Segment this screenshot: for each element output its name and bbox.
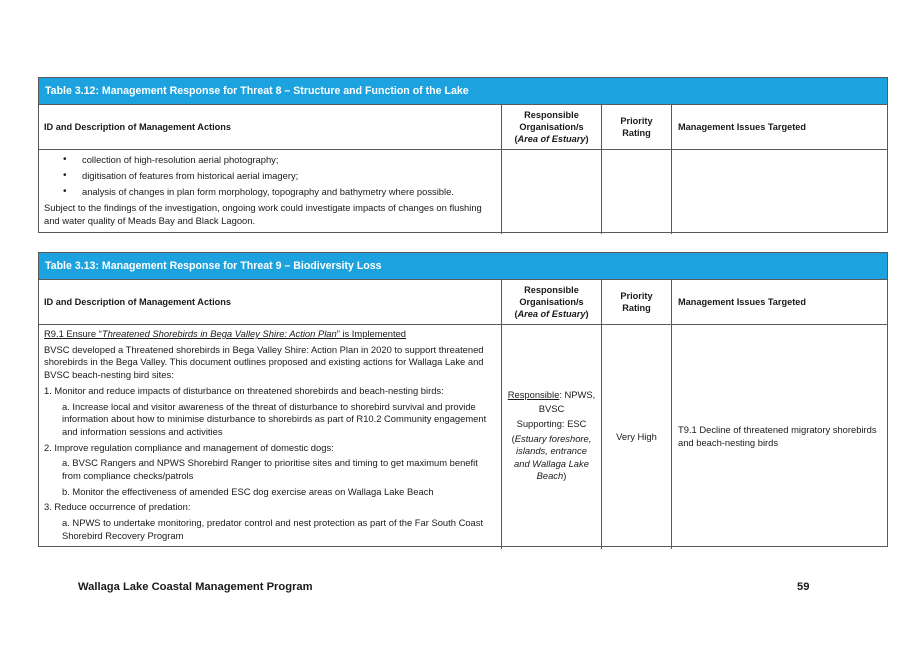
table-header-row: [39, 105, 887, 150]
header-priority-line: Priority: [620, 116, 653, 126]
priority-cell: [602, 150, 672, 234]
actions-cell: [39, 325, 502, 549]
action-item: 2. Improve regulation compliance and management of domestic dogs:: [44, 441, 334, 453]
action-subitem: b. Monitor the effectiveness of amended ESC dog exercise areas on Wallaga Lake Beach: [62, 485, 434, 497]
list-item: • digitisation of features from historical aerial imagery;: [44, 170, 496, 183]
action-subitem: a. NPWS to undertake monitoring, predator control and nest protection as part of the Far South Coast Shorebird Recovery Program: [62, 517, 484, 541]
header-priority-line: Rating: [622, 128, 651, 138]
header-actions: ID and Description of Management Actions: [39, 280, 502, 325]
org-responsible: Responsible: NPWS,: [507, 388, 596, 400]
header-priority-line: Rating: [622, 303, 651, 313]
header-org-line: Organisation/s: [519, 122, 584, 132]
list-item: • collection of high-resolution aerial photography;: [44, 154, 496, 167]
bullet-list: [44, 154, 496, 199]
header-org-line: Responsible: [524, 110, 579, 120]
priority-cell: [602, 325, 672, 549]
footer-page-number: 59: [797, 581, 810, 593]
action-item: 3. Reduce occurrence of predation:: [44, 501, 191, 513]
table-row: [39, 325, 887, 546]
header-organisation: [502, 105, 602, 150]
header-issues: Management Issues Targeted: [672, 105, 887, 150]
list-item: • analysis of changes in plan form morphology, topography and bathymetry where possible.: [44, 186, 496, 199]
header-priority: [602, 105, 672, 150]
issues-value: T9.1 Decline of threatened migratory shorebirds and beach-nesting birds: [678, 424, 877, 448]
header-org-area: (Area of Estuary): [514, 309, 589, 319]
org-supporting: Supporting: ESC: [516, 417, 587, 429]
action-heading: R9.1 Ensure “Threatened Shorebirds in Bega Valley Shire: Action Plan” is Implemented: [44, 328, 406, 339]
table-3-12: [38, 77, 888, 233]
table-title: Table 3.12: Management Response for Threat 8 – Structure and Function of the Lake: [39, 78, 887, 105]
header-org-line: Organisation/s: [519, 297, 584, 307]
table-3-13: [38, 252, 888, 547]
table-row: [39, 150, 887, 232]
action-item: 1. Monitor and reduce impacts of disturbance on threatened shorebirds and beach-nesting birds:: [44, 384, 444, 396]
header-priority-line: Priority: [620, 291, 653, 301]
actions-cell: [39, 150, 502, 234]
header-actions: ID and Description of Management Actions: [39, 105, 502, 150]
table-header-row: [39, 280, 887, 325]
header-issues: Management Issues Targeted: [672, 280, 887, 325]
footer-document-title: Wallaga Lake Coastal Management Program: [78, 581, 313, 593]
org-responsible-2: BVSC: [538, 403, 565, 415]
organisation-cell: [502, 150, 602, 234]
action-subitem: a. BVSC Rangers and NPWS Shorebird Ranger to prioritise sites and timing to get maximum benefit from compliance checks/patrols: [62, 457, 478, 481]
issues-cell: [672, 325, 887, 549]
header-org-area: (Area of Estuary): [514, 134, 589, 144]
header-priority: [602, 280, 672, 325]
org-area: (Estuary foreshore, islands, entrance and Wallaga Lake Beach): [511, 432, 592, 482]
header-organisation: [502, 280, 602, 325]
action-intro: BVSC developed a Threatened shorebirds in Bega Valley Shire: Action Plan in 2020 to support threatened shorebirds in the Bega Valley. This document outlines proposed and existing actions for Wallaga Lake and BVSC beach-nesting bird sites:: [44, 343, 484, 380]
action-subitem: a. Increase local and visitor awareness of the threat of disturbance to shorebird survival and provide information about how to minimise disturbance to shorebirds as part of R10.2 Community engagement and information sessions and activities: [62, 400, 487, 437]
issues-cell: [672, 150, 887, 234]
organisation-cell: [502, 325, 602, 549]
table-title: Table 3.13: Management Response for Threat 9 – Biodiversity Loss: [39, 253, 887, 280]
priority-value: Very High: [616, 430, 657, 442]
paragraph: Subject to the findings of the investigation, ongoing work could investigate impacts of changes on flushing and water quality of Meads Bay and Black Lagoon.: [44, 202, 482, 226]
header-org-line: Responsible: [524, 285, 579, 295]
